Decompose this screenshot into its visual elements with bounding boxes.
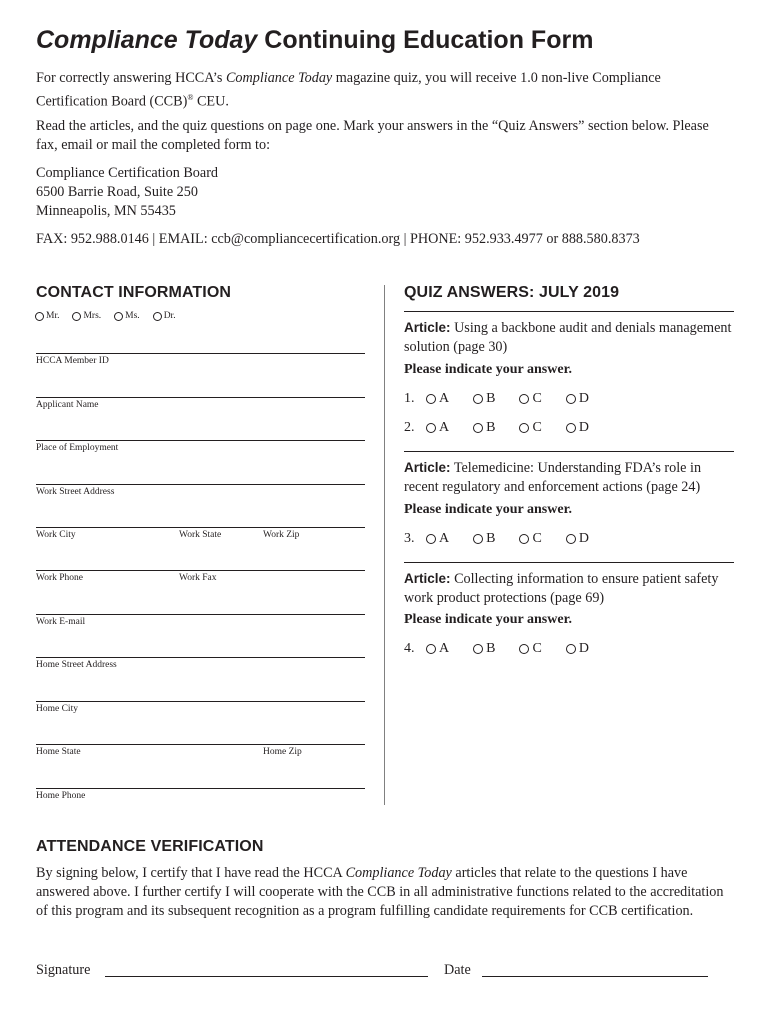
choice-label: D [578,641,589,656]
salutation-label: Dr. [163,311,176,321]
q2-choice-a[interactable] [426,420,449,436]
member-id-label: HCCA Member ID [36,356,109,366]
intro-p1-b: magazine quiz, you will receive 1.0 non-live Compliance Certification Board (CCB) [36,70,661,110]
choice-label: A [439,531,450,546]
indicate-answer-1: Please indicate your answer. [404,362,572,377]
intro-p1-c: CEU. [193,93,229,110]
attest-italic: Compliance Today [345,865,452,881]
radio-circle-icon[interactable] [114,312,123,321]
question-4-row [404,641,589,657]
work-street-field[interactable] [36,484,365,485]
q1-choice-c[interactable] [519,391,541,407]
home-state-label: Home State [36,747,81,757]
salutation-label: Mr. [46,311,60,321]
work-email-label: Work E-mail [36,617,86,627]
choice-label: D [578,420,589,435]
home-city-label: Home City [36,704,78,714]
quiz-divider [404,562,734,563]
address-line-2: 6500 Barrie Road, Suite 250 [36,184,198,200]
radio-circle-icon[interactable] [72,312,81,321]
work-city-state-zip-field[interactable] [36,527,365,528]
q2-choice-b[interactable] [473,420,495,436]
radio-circle-icon[interactable] [153,312,162,321]
salutation-label: Ms. [125,311,140,321]
intro-paragraph-1 [36,69,736,112]
question-number: 3. [404,531,415,546]
radio-circle-icon[interactable] [473,394,483,404]
q4-choice-d[interactable] [566,641,589,657]
salutation-label: Mrs. [83,311,102,321]
address-line-3: Minneapolis, MN 55435 [36,203,176,219]
work-city-label: Work City [36,530,76,540]
work-phone-fax-field[interactable] [36,570,365,571]
radio-circle-icon[interactable] [426,394,436,404]
form-title-rest: Continuing Education Form [264,26,594,54]
work-fax-label: Work Fax [179,573,217,583]
work-state-label: Work State [179,530,222,540]
home-state-zip-field[interactable] [36,744,365,745]
q3-choice-a[interactable] [426,531,449,547]
salutation-ms[interactable] [114,311,140,321]
applicant-name-field[interactable] [36,397,365,398]
radio-circle-icon[interactable] [426,644,436,654]
quiz-divider [404,311,734,312]
indicate-answer-3: Please indicate your answer. [404,612,572,627]
work-street-label: Work Street Address [36,487,115,497]
home-street-label: Home Street Address [36,660,117,670]
choice-label: B [486,420,496,435]
question-1-row [404,391,589,407]
radio-circle-icon[interactable] [426,534,436,544]
choice-label: D [578,391,589,406]
choice-label: A [439,641,450,656]
choice-label: B [486,531,496,546]
quiz-divider [404,451,734,452]
form-title-italic: Compliance Today [36,26,258,54]
article-2 [404,458,734,497]
contact-line: FAX: 952.988.0146 | EMAIL: ccb@compliancecertification.org | PHONE: 952.933.4977 or 888.580.8373 [36,231,640,247]
q3-choice-d[interactable] [566,531,589,547]
article-2-text: Telemedicine: Understanding FDA’s role in recent regulatory and enforcement actions (page 24) [404,460,702,495]
radio-circle-icon[interactable] [473,534,483,544]
q4-choice-b[interactable] [473,641,495,657]
choice-label: C [532,420,542,435]
member-id-field[interactable] [36,353,365,354]
home-zip-label: Home Zip [263,747,302,757]
q1-choice-d[interactable] [566,391,589,407]
question-number: 4. [404,641,415,656]
work-phone-label: Work Phone [36,573,83,583]
salutation-mrs[interactable] [72,311,101,321]
q4-choice-a[interactable] [426,641,449,657]
choice-label: A [439,420,450,435]
choice-label: C [532,641,542,656]
q1-choice-b[interactable] [473,391,495,407]
attest-a: By signing below, I certify that I have read the HCCA [36,865,346,881]
intro-p1-italic: Compliance Today [225,70,333,86]
quiz-heading: QUIZ ANSWERS: JULY 2019 [404,284,620,301]
article-3 [404,569,734,608]
question-number: 1. [404,391,415,406]
radio-circle-icon[interactable] [35,312,44,321]
q1-choice-a[interactable] [426,391,449,407]
radio-circle-icon[interactable] [473,644,483,654]
article-1 [404,318,734,357]
contact-heading: CONTACT INFORMATION [36,284,232,301]
home-street-field[interactable] [36,657,365,658]
choice-label: A [439,391,450,406]
registered-mark: ® [187,93,194,102]
article-1-text: Using a backbone audit and denials management solution (page 30) [404,320,732,355]
address-line-1: Compliance Certification Board [36,165,219,181]
attendance-heading: ATTENDANCE VERIFICATION [36,838,264,855]
q3-choice-c[interactable] [519,531,541,547]
radio-circle-icon[interactable] [519,534,529,544]
date-field[interactable] [482,976,708,977]
article-3-text: Collecting information to ensure patient safety work product protections (page 69) [404,571,719,606]
article-label: Article: [404,571,451,586]
article-label: Article: [404,460,451,475]
q2-choice-c[interactable] [519,420,541,436]
intro-p1-a: For correctly answering HCCA’s [36,70,226,86]
column-divider [384,285,385,805]
radio-circle-icon[interactable] [519,394,529,404]
radio-circle-icon[interactable] [566,644,576,654]
home-phone-field[interactable] [36,788,365,789]
employment-field[interactable] [36,440,365,441]
work-email-field[interactable] [36,614,365,615]
q2-choice-d[interactable] [566,420,589,436]
q4-choice-c[interactable] [519,641,541,657]
attendance-statement [36,864,736,921]
applicant-name-label: Applicant Name [36,400,99,410]
choice-label: D [578,531,589,546]
signature-label: Signature [36,962,91,978]
work-zip-label: Work Zip [263,530,300,540]
radio-circle-icon[interactable] [473,423,483,433]
question-number: 2. [404,420,415,435]
question-2-row [404,420,589,436]
employment-label: Place of Employment [36,443,119,453]
radio-circle-icon[interactable] [566,534,576,544]
signature-field[interactable] [105,976,428,977]
radio-circle-icon[interactable] [426,423,436,433]
home-phone-label: Home Phone [36,791,86,801]
salutation-dr[interactable] [153,311,176,321]
choice-label: C [532,531,542,546]
radio-circle-icon[interactable] [519,644,529,654]
mailing-address [36,164,736,221]
indicate-answer-2: Please indicate your answer. [404,502,572,517]
article-label: Article: [404,320,451,335]
intro-paragraph-2: Read the articles, and the quiz questions on page one. Mark your answers in the “Quiz Answers” section below. Please fax, email or mail the completed form to: [36,118,709,153]
choice-label: B [486,391,496,406]
radio-circle-icon[interactable] [519,423,529,433]
salutation-mr[interactable] [35,311,59,321]
home-city-field[interactable] [36,701,365,702]
choice-label: C [532,391,542,406]
question-3-row [404,531,589,547]
radio-circle-icon[interactable] [566,394,576,404]
choice-label: B [486,641,496,656]
q3-choice-b[interactable] [473,531,495,547]
date-label: Date [444,962,471,978]
attest-b: articles that relate to the questions I have answered above. I further certify I will cooperate with the CCB in all administrative functions related to the accreditation of this program and its subsequent recognition as a program fulfilling candidate requirements for CCB certification. [36,865,724,919]
form-title [36,26,593,55]
radio-circle-icon[interactable] [566,423,576,433]
salutation-options [35,311,189,321]
